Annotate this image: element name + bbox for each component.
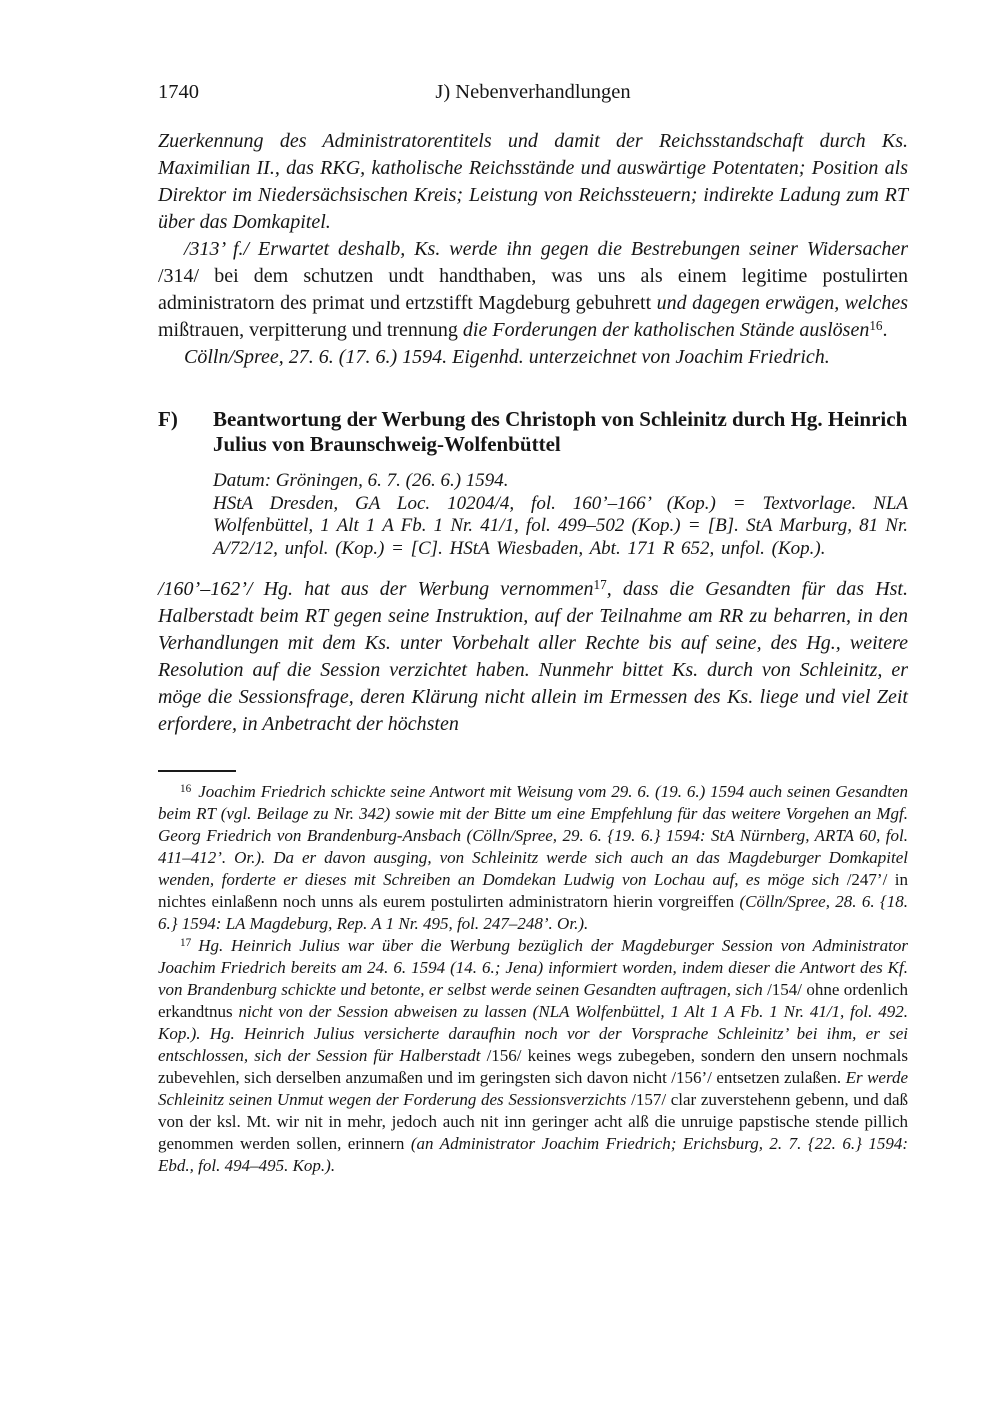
section-label: F) <box>158 407 178 431</box>
source-datum: Datum: Gröningen, 6. 7. (26. 6.) 1594. <box>213 470 509 491</box>
footnote-separator <box>158 770 236 772</box>
source-block <box>213 470 908 560</box>
summary-paragraph: Zuerkennung des Administratorentitels und damit der Reichsstandschaft durch Ks. Maximilian II., das RKG, katholische Reichsstände und auswärtige Potentaten; Position als Direktor im Niedersächsischen Kreis; Leistung von Reichssteuern; indirekte Ladung zum RT über das Domkapitel. <box>158 130 908 233</box>
footnotes <box>158 781 908 1177</box>
page-number: 1740 <box>158 81 199 103</box>
dateline: Cölln/Spree, 27. 6. (17. 6.) 1594. Eigenhd. unterzeichnet von Joachim Friedrich. <box>184 346 830 368</box>
footnote-marker: 17 <box>180 937 192 950</box>
section-title: Beantwortung der Werbung des Christoph von Schleinitz durch Hg. Heinrich Julius von Braunschweig-Wolfenbüttel <box>213 407 908 456</box>
footnote-marker: 16 <box>180 783 192 796</box>
page-header <box>158 80 908 104</box>
footnote-text: Joachim Friedrich schickte seine Antwort mit Weisung vom 29. 6. (19. 6.) 1594 auch seinen Gesandten beim RT (vgl. Beilage zu Nr. 342) sowie mit der Bitte um eine Empfehlung für das weitere Vorgehen an Mgf. Georg Friedrich von Brandenburg-Ansbach (Cölln/Spree, 29. 6. {19. 6.} 1594: StA Nürnberg, ARTA 60, fol. 411–412’. Or.). Da er davon ausging, von Schleinitz werde sich auch an das Magdeburger Domkapitel wenden, forderte er dieses mit Schreiben an Domdekan Ludwig von Lochau auf, es möge sich /247’/ in nichtes einlaßenn noch unns als eurem postulirten administratorn hierin vorgreiffen (Cölln/Spree, 28. 6. {18. 6.} 1594: LA Magdeburg, Rep. A 1 Nr. 495, fol. 247–248’. Or.). <box>158 782 908 933</box>
record-paragraph: /313’ f./ Erwartet deshalb, Ks. werde ihn gegen die Bestrebungen seiner Widersacher /314/ bei dem schutzen undt handthaben, was uns als einem legitime postulirten administratorn des primat und ertzstifft Magdeburg gebuhrett und dagegen erwägen, welches mißtrauen, verpitterung und trennung die Forderungen der katholischen Stände auslösen$^{16}$. <box>158 238 908 341</box>
source-references: HStA Dresden, GA Loc. 10204/4, fol. 160’–166’ (Kop.) = Textvorlage. NLA Wolfenbüttel, 1 Alt 1 A Fb. 1 Nr. 41/1, fol. 499–502 (Kop.) = [B]. StA Marburg, 81 Nr. A/72/12, unfol. (Kop.) = [C]. HStA Wiesbaden, Abt. 171 R 652, unfol. (Kop.). <box>213 492 908 559</box>
running-head: J) Nebenverhandlungen <box>435 81 631 103</box>
footnote-text: Hg. Heinrich Julius war über die Werbung bezüglich der Magdeburger Session von Administrator Joachim Friedrich bereits am 24. 6. 1594 (14. 6.; Jena) informiert worden, indem dieser die Antwort des Kf. von Brandenburg schickte und betonte, er selbst werde seinen Gesandten auftragen, sich /154/ ohne ordenlich erkandtnus nicht von der Session abweisen zu lassen (NLA Wolfenbüttel, 1 Alt 1 A Fb. 1 Nr. 41/1, fol. 492. Kop.). Hg. Heinrich Julius versicherte daraufhin noch vor der Vorsprache Schleinitz’ bei ihm, er sei entschlossen, sich der Session für Halberstadt /156/ keines wegs zubegeben, sondern den unsern nochmals zubevehlen, sich derselben anzumaßen und im geringsten sich davon nicht /156’/ entsetzen zulaßen. Er werde Schleinitz seinen Unmut wegen der Forderung des Sessionsverzichts /157/ clar zuverstehenn gebenn, und daß von der ksl. Mt. wir nit in mehr, jedoch auch nit inn geringer acht alß die unruige papstische stende pillich genommen werden sollen, erinnern (an Administrator Joachim Friedrich; Erichsburg, 2. 7. {22. 6.} 1594: Ebd., fol. 494–495. Kop.). <box>158 936 908 1175</box>
footnote-17 <box>158 935 908 1177</box>
section-f <box>158 407 908 560</box>
footnote-16 <box>158 781 908 935</box>
text-block <box>158 80 908 1177</box>
section-body <box>213 407 908 560</box>
main-paragraph: /160’–162’/ Hg. hat aus der Werbung vernommen$^{17}$, dass die Gesandten für das Hst. Halberstadt beim RT gegen seine Instruktion, auf der Teilnahme am RR zu beharren, in den Verhandlungen mit dem Ks. unter Vorbehalt aller Rechte bis auf seine, des Hg., weitere Resolution auf die Session verzichtet haben. Nunmehr bittet Ks. durch von Schleinitz, er möge die Sessionsfrage, deren Klärung nicht allein im Ermessen des Ks. liege und viel Zeit erfordere, in Anbetracht der höchsten <box>158 577 908 735</box>
